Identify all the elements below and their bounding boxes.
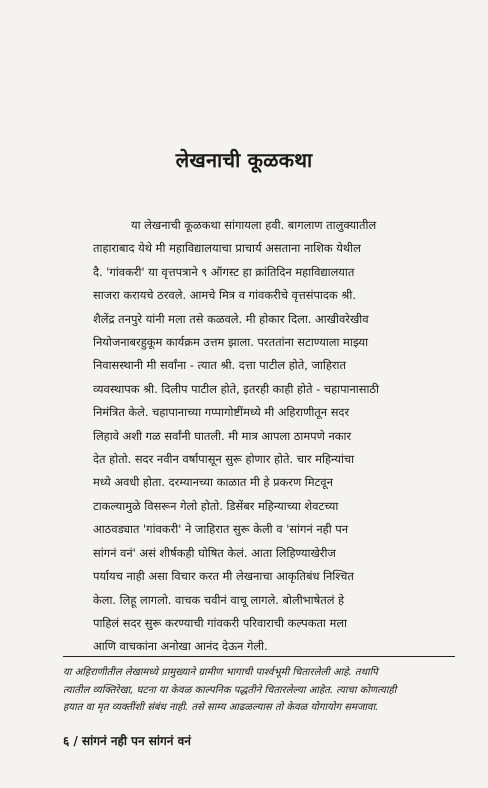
body-line: पाहिलं सदर सुरू करण्याची गांवकरी परिवाराची कल्पकता मला [93,615,347,630]
body-paragraph [93,214,431,659]
chapter-title: लेखनाची कूळकथा [175,148,313,172]
footnote-line: त्यातील व्यक्तिरेखा, घटना या केवळ काल्पनिक पद्धतीने चितारलेल्या आहेत. त्याचा कोणत्याही [63,684,397,696]
footnote-divider [63,656,455,657]
body-line: पर्यायच नाही असा विचार करत मी लेखनाचा आकृतिबंध निश्चित [93,569,354,584]
body-line: नियोजनाबरहुकूम कार्यक्रम उत्तम झाला. परततांना सटाण्याला माझ्या [93,335,369,350]
footnote-line: या अहिराणीतील लेखामध्ये प्रामुख्याने ग्रामीण भागाची पार्श्वभूमी चितारलेली आहे. तथापि [63,667,378,678]
body-line: साजरा करायचे ठरवले. आमचे मित्र व गांवकरीचे वृत्तसंपादक श्री. [93,288,356,303]
body-line: निमंत्रित केले. चहापानाच्या गप्पागोष्टींमध्ये मी अहिराणीतून सदर [93,405,350,420]
footnote-line: हयात वा मृत व्यक्तींशी संबंध नाही. तसे साम्य आढळल्यास तो केवळ योगायोग समजावा. [63,702,379,713]
body-line: शैलेंद्र तनपुरे यांनी मला तसे कळवले. मी होकार दिला. आखीवरेखीव [93,311,369,326]
body-line: देत होतो. सदर नवीन वर्षापासून सुरू होणार होते. चार महिन्यांचा [93,452,355,467]
running-title: सांगनं नही पन सांगनं वनं [82,734,191,748]
page-number: ६ [63,734,70,748]
body-line: केला. लिहू लागलो. वाचक चवीनं वाचू लागले. बोलीभाषेतलं हे [93,592,345,607]
body-line: दै. 'गांवकरी' या वृत्तपत्राने ९ ऑगस्ट हा क्रांतिदिन महाविद्यालयात [93,264,355,279]
footer-separator: / [73,734,78,748]
body-line: आणि वाचकांना अनोखा आनंद देऊन गेली. [93,639,268,654]
body-line: ताहाराबाद येथे मी महाविद्यालयाचा प्राचार्य असताना नाशिक येथील [93,241,361,256]
body-line: आठवड्यात 'गांवकरी' ने जाहिरात सुरू केली व 'सांगनं नही पन [93,522,349,537]
body-line: मध्ये अवधी होता. दरम्यानच्या काळात मी हे प्रकरण मिटवून [93,475,333,490]
body-line: या लेखनाची कूळकथा सांगायला हवी. बागलाण तालुक्यातील [131,218,377,232]
body-line: टाकल्यामुळे विसरून गेलो होतो. डिसेंबर महिन्याच्या शेवटच्या [93,498,339,513]
footnote [63,664,457,717]
body-line: निवासस्थानी मी सर्वांना - त्यात श्री. दत्ता पाटील होते, जाहिरात [93,358,346,373]
body-line: सांगनं वनं' असं शीर्षकही घोषित केलं. आता लिहिण्याखेरीज [93,545,336,560]
body-line: व्यवस्थापक श्री. दिलीप पाटील होते, इतरही काही होते - चहापानासाठी [93,381,379,396]
body-line: लिहावे अशी गळ सर्वांनी घातली. मी मात्र आपला ठामपणे नकार [93,428,352,443]
page-footer [63,732,191,749]
